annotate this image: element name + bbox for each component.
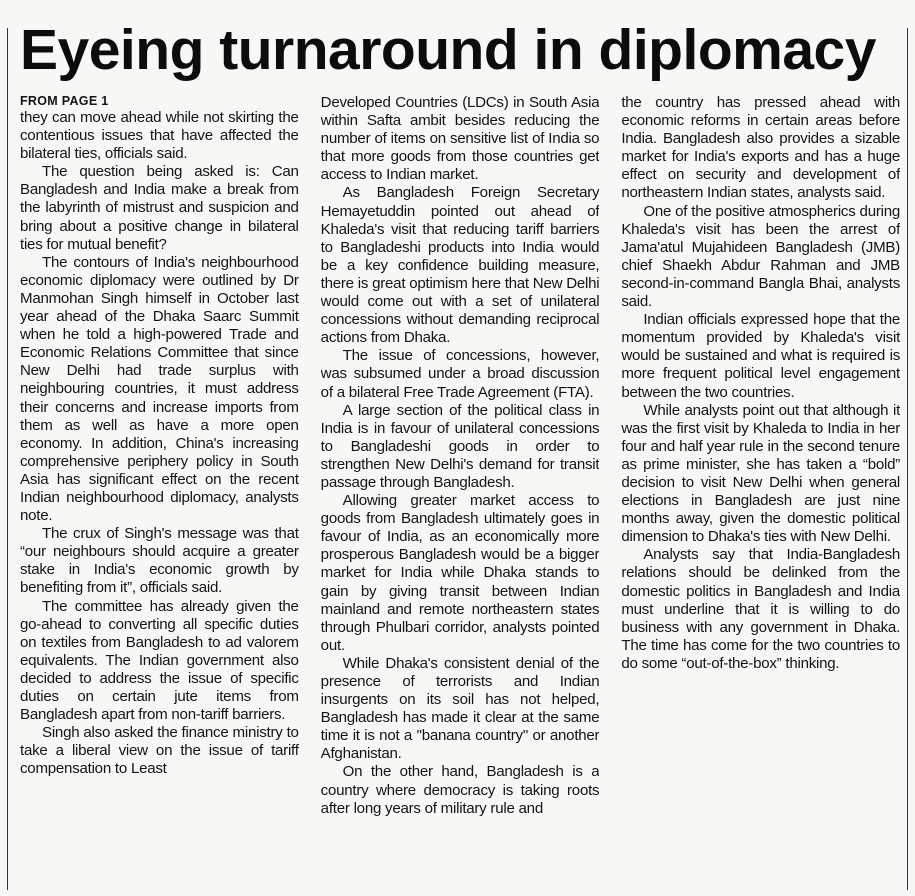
paragraph: Singh also asked the finance ministry to take a liberal view on the issue of tariff compensation to Least: [20, 724, 299, 778]
paragraph: One of the positive atmospherics during Khaleda's visit has been the arrest of Jama'atul Mujahideen Bangladesh (JMB) chief Shaekh Abdur Rahman and JMB second-in-command Bangla Bhai, analysts said.: [621, 202, 900, 311]
column-2: [321, 94, 600, 888]
column-1: [20, 94, 299, 888]
paragraph: they can move ahead while not skirting the contentious issues that have affected the bilateral ties, officials said.: [20, 109, 299, 163]
paragraph: The crux of Singh's message was that “our neighbours should acquire a greater stake in India's economic growth by benefiting from it”, officials said.: [20, 525, 299, 597]
paragraph: The issue of concessions, however, was subsumed under a broad discussion of a bilateral Free Trade Agreement (FTA).: [320, 347, 600, 401]
paragraph: While Dhaka's consistent denial of the presence of terrorists and Indian insurgents on its soil has not helped, Bangladesh has made it clear at the same time it is not a "banana country" or another Afghanistan.: [320, 654, 600, 763]
paragraph: A large section of the political class in India is in favour of unilateral concessions to Bangladeshi goods in order to strengthen New Delhi's demand for transit passage through Bangladesh.: [320, 401, 600, 491]
paragraph: Indian officials expressed hope that the momentum provided by Khaleda's visit would be sustained and what is required is more frequent political level engagement between the two countries.: [621, 311, 900, 401]
paragraph: Allowing greater market access to goods from Bangladesh ultimately goes in favour of India, as an economically more prosperous Bangladesh would be a bigger market for India while Dhaka stands to gain by giving transit between Indian mainland and remote northeastern states through Phulbari corridor, analysts pointed out.: [320, 492, 600, 654]
paragraph: Analysts say that India-Bangladesh relations should be delinked from the domestic politics in Bangladesh and India must underline that it is willing to do business with any government in Dhaka. The time has come for the two countries to do some “out-of-the-box” thinking.: [621, 546, 900, 672]
column-rule-right: [907, 28, 908, 890]
paragraph: While analysts point out that although it was the first visit by Khaleda to India in her four and half year rule in the second tenure as prime minister, she has taken a “bold” decision to visit New Delhi when general elections in Bangladesh are just nine months away, given the domestic political dimension to Dhaka's ties with New Delhi.: [621, 401, 900, 546]
paragraph: On the other hand, Bangladesh is a country where democracy is taking roots after long years of military rule and: [320, 763, 600, 817]
column-rule-left: [7, 28, 8, 890]
article-body: [20, 94, 900, 888]
paragraph: the country has pressed ahead with economic reforms in certain areas before India. Bangladesh also provides a sizable market for India's exports and has a huge effect on security and development of northeastern Indian states, analysts said.: [621, 94, 900, 202]
paragraph: Developed Countries (LDCs) in South Asia within Safta ambit besides reducing the number of items on sensitive list of India so that more goods from those countries get access to Indian market.: [320, 94, 600, 184]
continuation-label: FROM PAGE 1: [20, 94, 109, 108]
paragraph: The contours of India's neighbourhood economic diplomacy were outlined by Dr Manmohan Singh himself in October last year ahead of the Dhaka Saarc Summit when he told a high-powered Trade and Economic Relations Committee that since New Delhi had trade surplus with neighbouring countries, it must address their concerns and increase imports from them as well as have a more open economy. In addition, China's increasing comprehensive periphery policy in South Asia has significant effect on the recent Indian neighbourhood diplomacy, analysts note.: [20, 253, 299, 525]
headline: Eyeing turnaround in diplomacy: [20, 18, 876, 82]
paragraph: The question being asked is: Can Bangladesh and India make a break from the labyrinth of mistrust and suspicion and bring about a positive change in bilateral ties for mutual benefit?: [20, 163, 299, 253]
column-3: [621, 94, 900, 888]
paragraph: The committee has already given the go-ahead to converting all specific duties on textiles from Bangladesh to ad valorem equivalents. The Indian government also decided to address the issue of specific duties on certain jute items from Bangladesh apart from non-tariff barriers.: [20, 597, 299, 724]
paragraph: As Bangladesh Foreign Secretary Hemayetuddin pointed out ahead of Khaleda's visit that reducing tariff barriers to Bangladeshi products into India would be a key confidence building measure, there is great optimism here that New Delhi would come out with a set of unilateral concessions without demanding reciprocal actions from Dhaka.: [320, 184, 600, 347]
